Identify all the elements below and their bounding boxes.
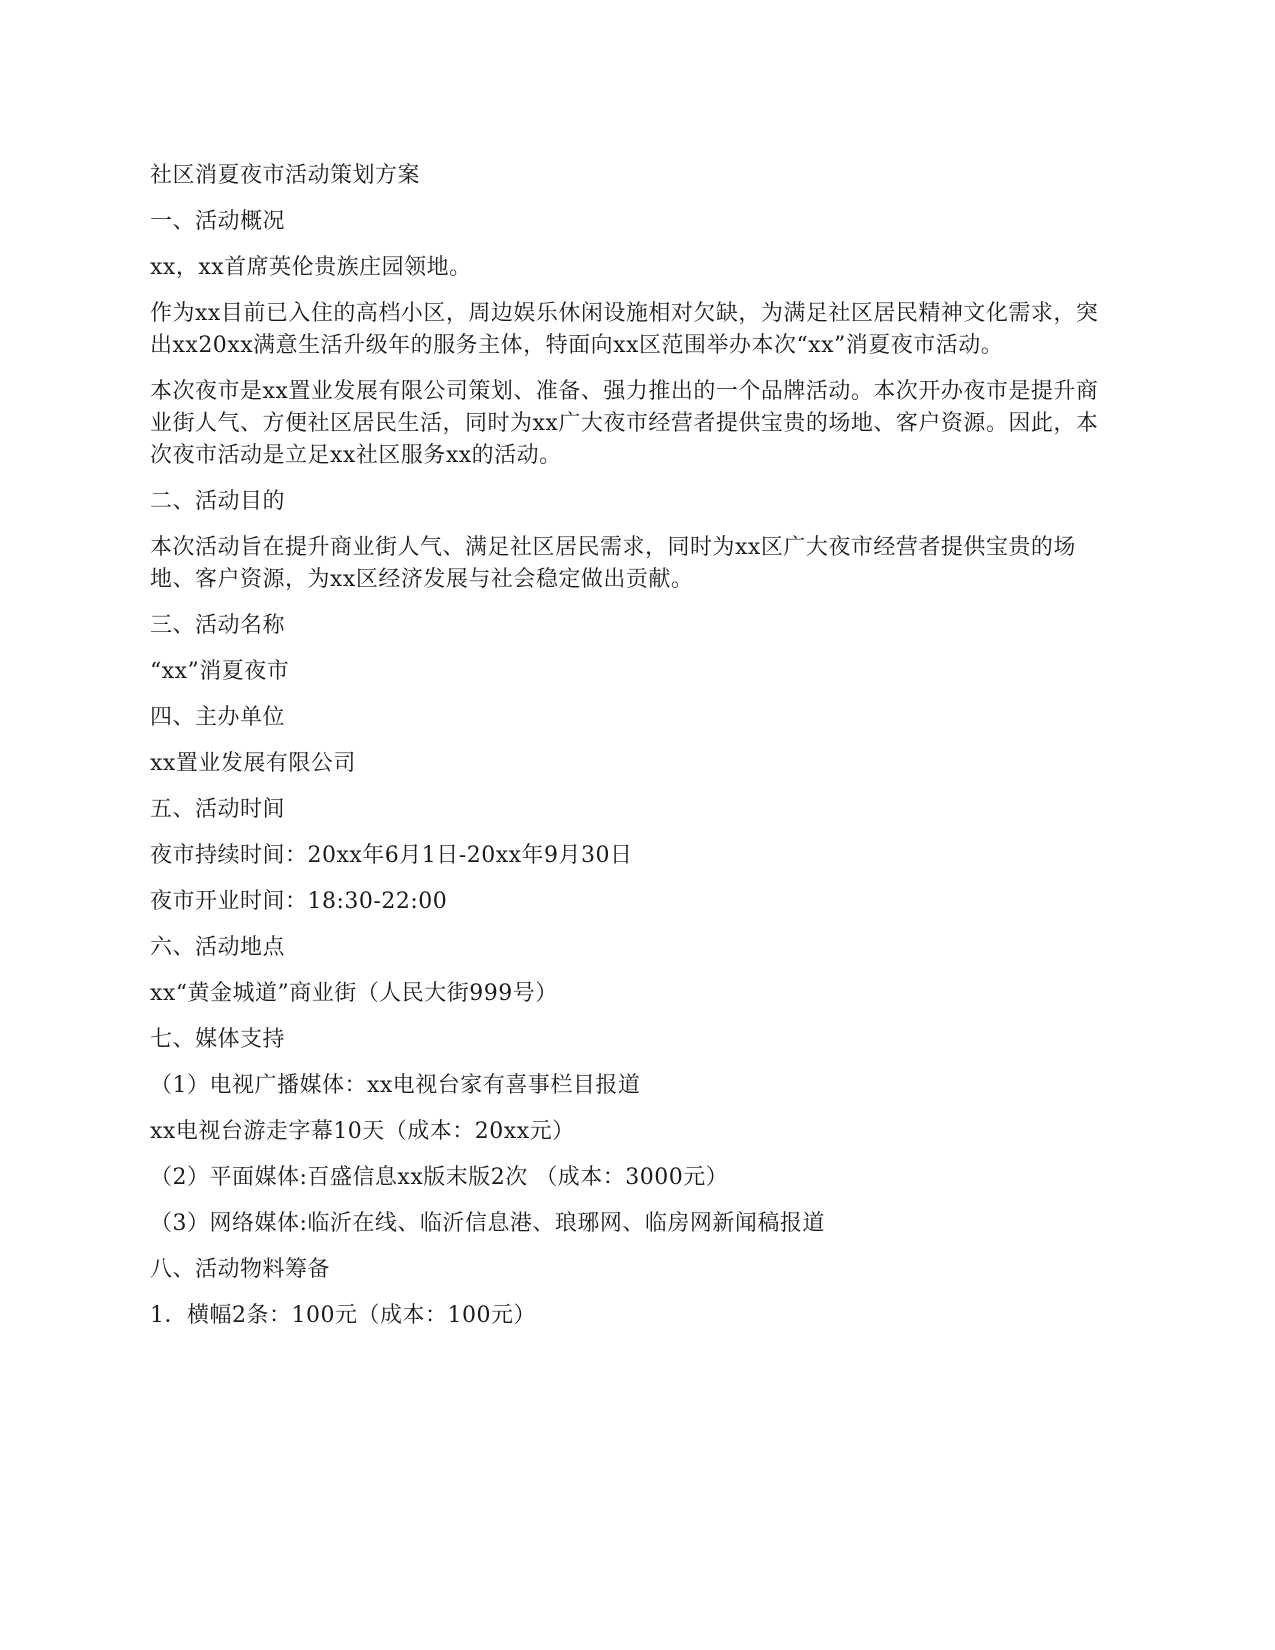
- section-heading-overview: 一、活动概况: [150, 209, 286, 234]
- list-item: （2）平面媒体:百盛信息xx版末版2次 （成本：3000元）: [150, 1165, 729, 1190]
- section-heading-location: 六、活动地点: [150, 935, 286, 960]
- paragraph: xx置业发展有限公司: [150, 751, 356, 776]
- paragraph: 夜市持续时间：20xx年6月1日-20xx年9月30日: [150, 843, 633, 868]
- section-heading-name: 三、活动名称: [150, 613, 286, 638]
- section-heading-time: 五、活动时间: [150, 797, 286, 822]
- paragraph: 本次活动旨在提升商业街人气、满足社区居民需求，同时为xx区广大夜市经营者提供宝贵的场地、客户资源，为xx区经济发展与社会稳定做出贡献。: [150, 535, 1076, 592]
- paragraph: “xx”消夏夜市: [150, 659, 290, 684]
- paragraph: 夜市开业时间：18:30-22:00: [150, 889, 448, 914]
- paragraph: xx“黄金城道”商业街（人民大街999号）: [150, 981, 558, 1006]
- section-heading-media: 七、媒体支持: [150, 1027, 286, 1052]
- paragraph: 本次夜市是xx置业发展有限公司策划、准备、强力推出的一个品牌活动。本次开办夜市是提升商业街人气、方便社区居民生活，同时为xx广大夜市经营者提供宝贵的场地、客户资源。因此，本次夜市活动是立足xx社区服务xx的活动。: [150, 379, 1099, 468]
- list-item: 1．横幅2条：100元（成本：100元）: [150, 1303, 536, 1328]
- section-heading-purpose: 二、活动目的: [150, 489, 286, 514]
- list-item: （1）电视广播媒体：xx电视台家有喜事栏目报道: [150, 1073, 641, 1098]
- list-item: （3）网络媒体:临沂在线、临沂信息港、琅琊网、临房网新闻稿报道: [150, 1211, 825, 1236]
- section-heading-materials: 八、活动物料筹备: [150, 1257, 331, 1282]
- document-body: [150, 160, 1120, 1346]
- document-title: 社区消夏夜市活动策划方案: [150, 163, 421, 188]
- paragraph: xx，xx首席英伦贵族庄园领地。: [150, 255, 472, 280]
- paragraph: xx电视台游走字幕10天（成本：20xx元）: [150, 1119, 575, 1144]
- section-heading-organizer: 四、主办单位: [150, 705, 286, 730]
- paragraph: 作为xx目前已入住的高档小区，周边娱乐休闲设施相对欠缺，为满足社区居民精神文化需求，突出xx20xx满意生活升级年的服务主体，特面向xx区范围举办本次“xx”消夏夜市活动。: [150, 301, 1099, 358]
